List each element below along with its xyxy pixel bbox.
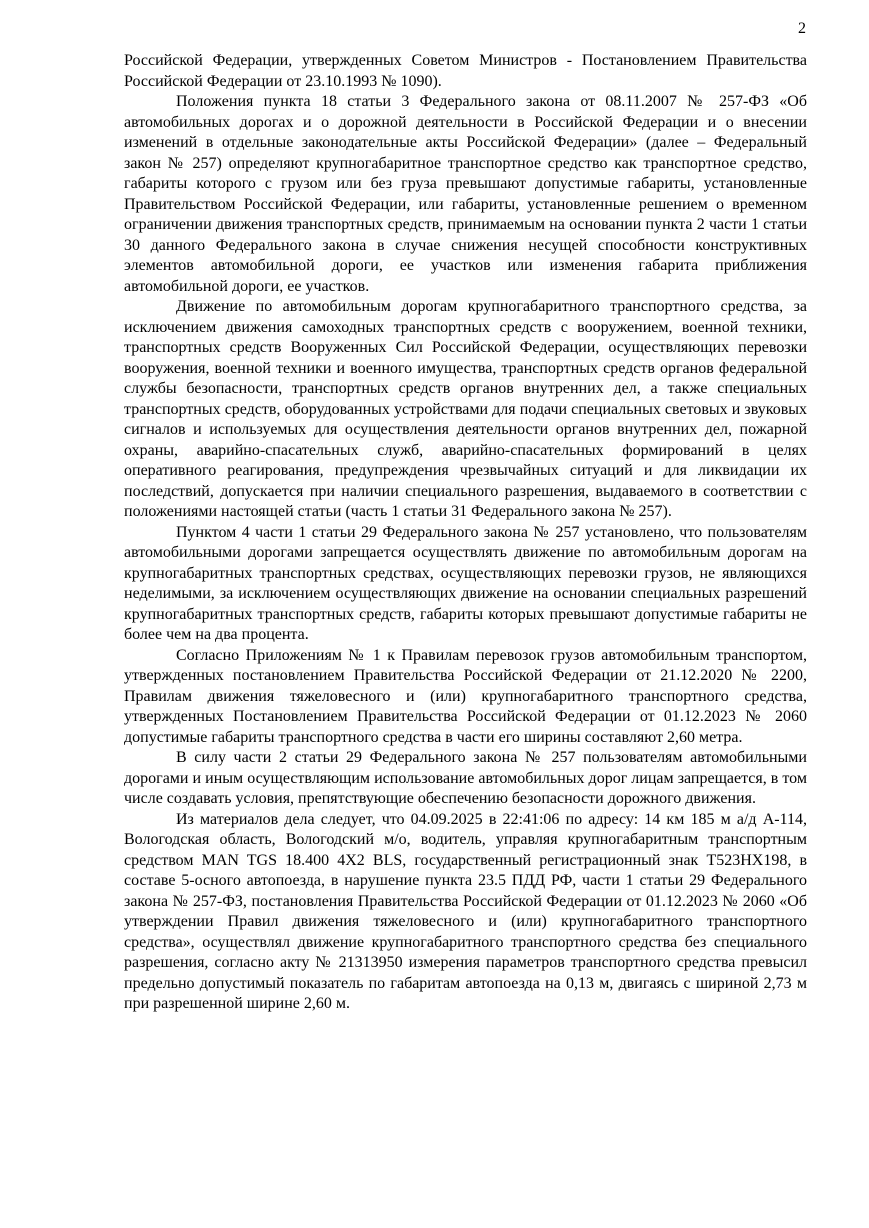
paragraph-prohibition: Пунктом 4 части 1 статьи 29 Федерального закона № 257 установлено, что пользователям автомобильными дорогами запрещается осуществлять движение по автомобильным дорогам на крупногабаритных транспортных средствах, осуществляющих перевозки грузов, не являющихся неделимыми, за исключением осуществляющих движение на основании специальных разрешений крупногабаритных транспортных средств, габариты которых превышают допустимые габариты не более чем на два процента. [124, 523, 807, 643]
paragraph-large-vehicle-definition: Положения пункта 18 статьи 3 Федерального закона от 08.11.2007 № 257-ФЗ «Об автомобильных дорогах и о дорожной деятельности в Российской Федерации и о внесении изменений в отдельные законодательные акты Российской Федерации» (далее – Федеральный закон № 257) определяют крупногабаритное транспортное средство как транспортное средство, габариты которого с грузом или без груза превышают допустимые габариты, установленные Правительством Российской Федерации, или габариты, установленные решением о временном ограничении движения транспортных средств, принимаемым на основании пункта 2 части 1 статьи 30 данного Федерального закона в случае снижения несущей способности конструктивных элементов автомобильной дороги, ее участков или изменения габарита приближения автомобильной дороги, ее участков. [124, 93, 807, 295]
page-number: 2 [798, 20, 806, 37]
paragraph-continuation: Российской Федерации, утвержденных Советом Министров - Постановлением Правительства Российской Федерации от 23.10.1993 № 1090). [124, 52, 807, 90]
paragraph-movement-permit: Движение по автомобильным дорогам крупногабаритного транспортного средства, за исключением движения самоходных транспортных средств с вооружением, военной техники, транспортных средств Вооруженных Сил Российской Федерации, осуществляющих перевозки вооружения, военной техники и военного имущества, транспортных средств органов федеральной службы безопасности, транспортных средств органов внутренних дел, а также специальных транспортных средств, оборудованных устройствами для подачи специальных световых и звуковых сигналов и используемых для осуществления деятельности органов внутренних дел, пожарной охраны, аварийно-спасательных служб, аварийно-спасательных формирований в целях оперативного реагирования, предупреждения чрезвычайных ситуаций и для ликвидации их последствий, допускается при наличии специального разрешения, выдаваемого в соответствии с положениями настоящей статьи (часть 1 статьи 31 Федерального закона № 257). [124, 298, 807, 520]
paragraph-case-materials: Из материалов дела следует, что 04.09.2025 в 22:41:06 по адресу: 14 км 185 м а/д А-114, Вологодская область, Вологодский м/о, водитель, управляя крупногабаритным транспортным средством MAN TGS 18.400 4X2 BLS, государственный регистрационный знак Т523НХ198, в составе 5-осного автопоезда, в нарушение пункта 23.5 ПДД РФ, части 1 статьи 29 Федерального закона № 257-ФЗ, постановления Правительства Российской Федерации от 01.12.2023 № 2060 «Об утверждении Правил движения тяжеловесного и (или) крупногабаритного транспортного средства», осуществлял движение крупногабаритного транспортного средства без специального разрешения, согласно акту № 21313950 измерения параметров транспортного средства превысил предельно допустимый показатель по габаритам автопоезда на 0,13 м, двигаясь с шириной 2,73 м при разрешенной ширине 2,60 м. [124, 810, 807, 1012]
paragraph-road-safety: В силу части 2 статьи 29 Федерального закона № 257 пользователям автомобильными дорогами и иным осуществляющим использование автомобильных дорог лицам запрещается, в том числе создавать условия, препятствующие обеспечению безопасности дорожного движения. [124, 749, 807, 807]
document-body [124, 51, 807, 1015]
paragraph-allowed-width: Согласно Приложениям № 1 к Правилам перевозок грузов автомобильным транспортом, утвержденных постановлением Правительства Российской Федерации от 21.12.2020 № 2200, Правилам движения тяжеловесного и (или) крупногабаритного транспортного средства, утвержденных Постановлением Правительства Российской Федерации от 01.12.2023 № 2060 допустимые габариты транспортного средства в части его ширины составляют 2,60 метра. [124, 646, 807, 746]
